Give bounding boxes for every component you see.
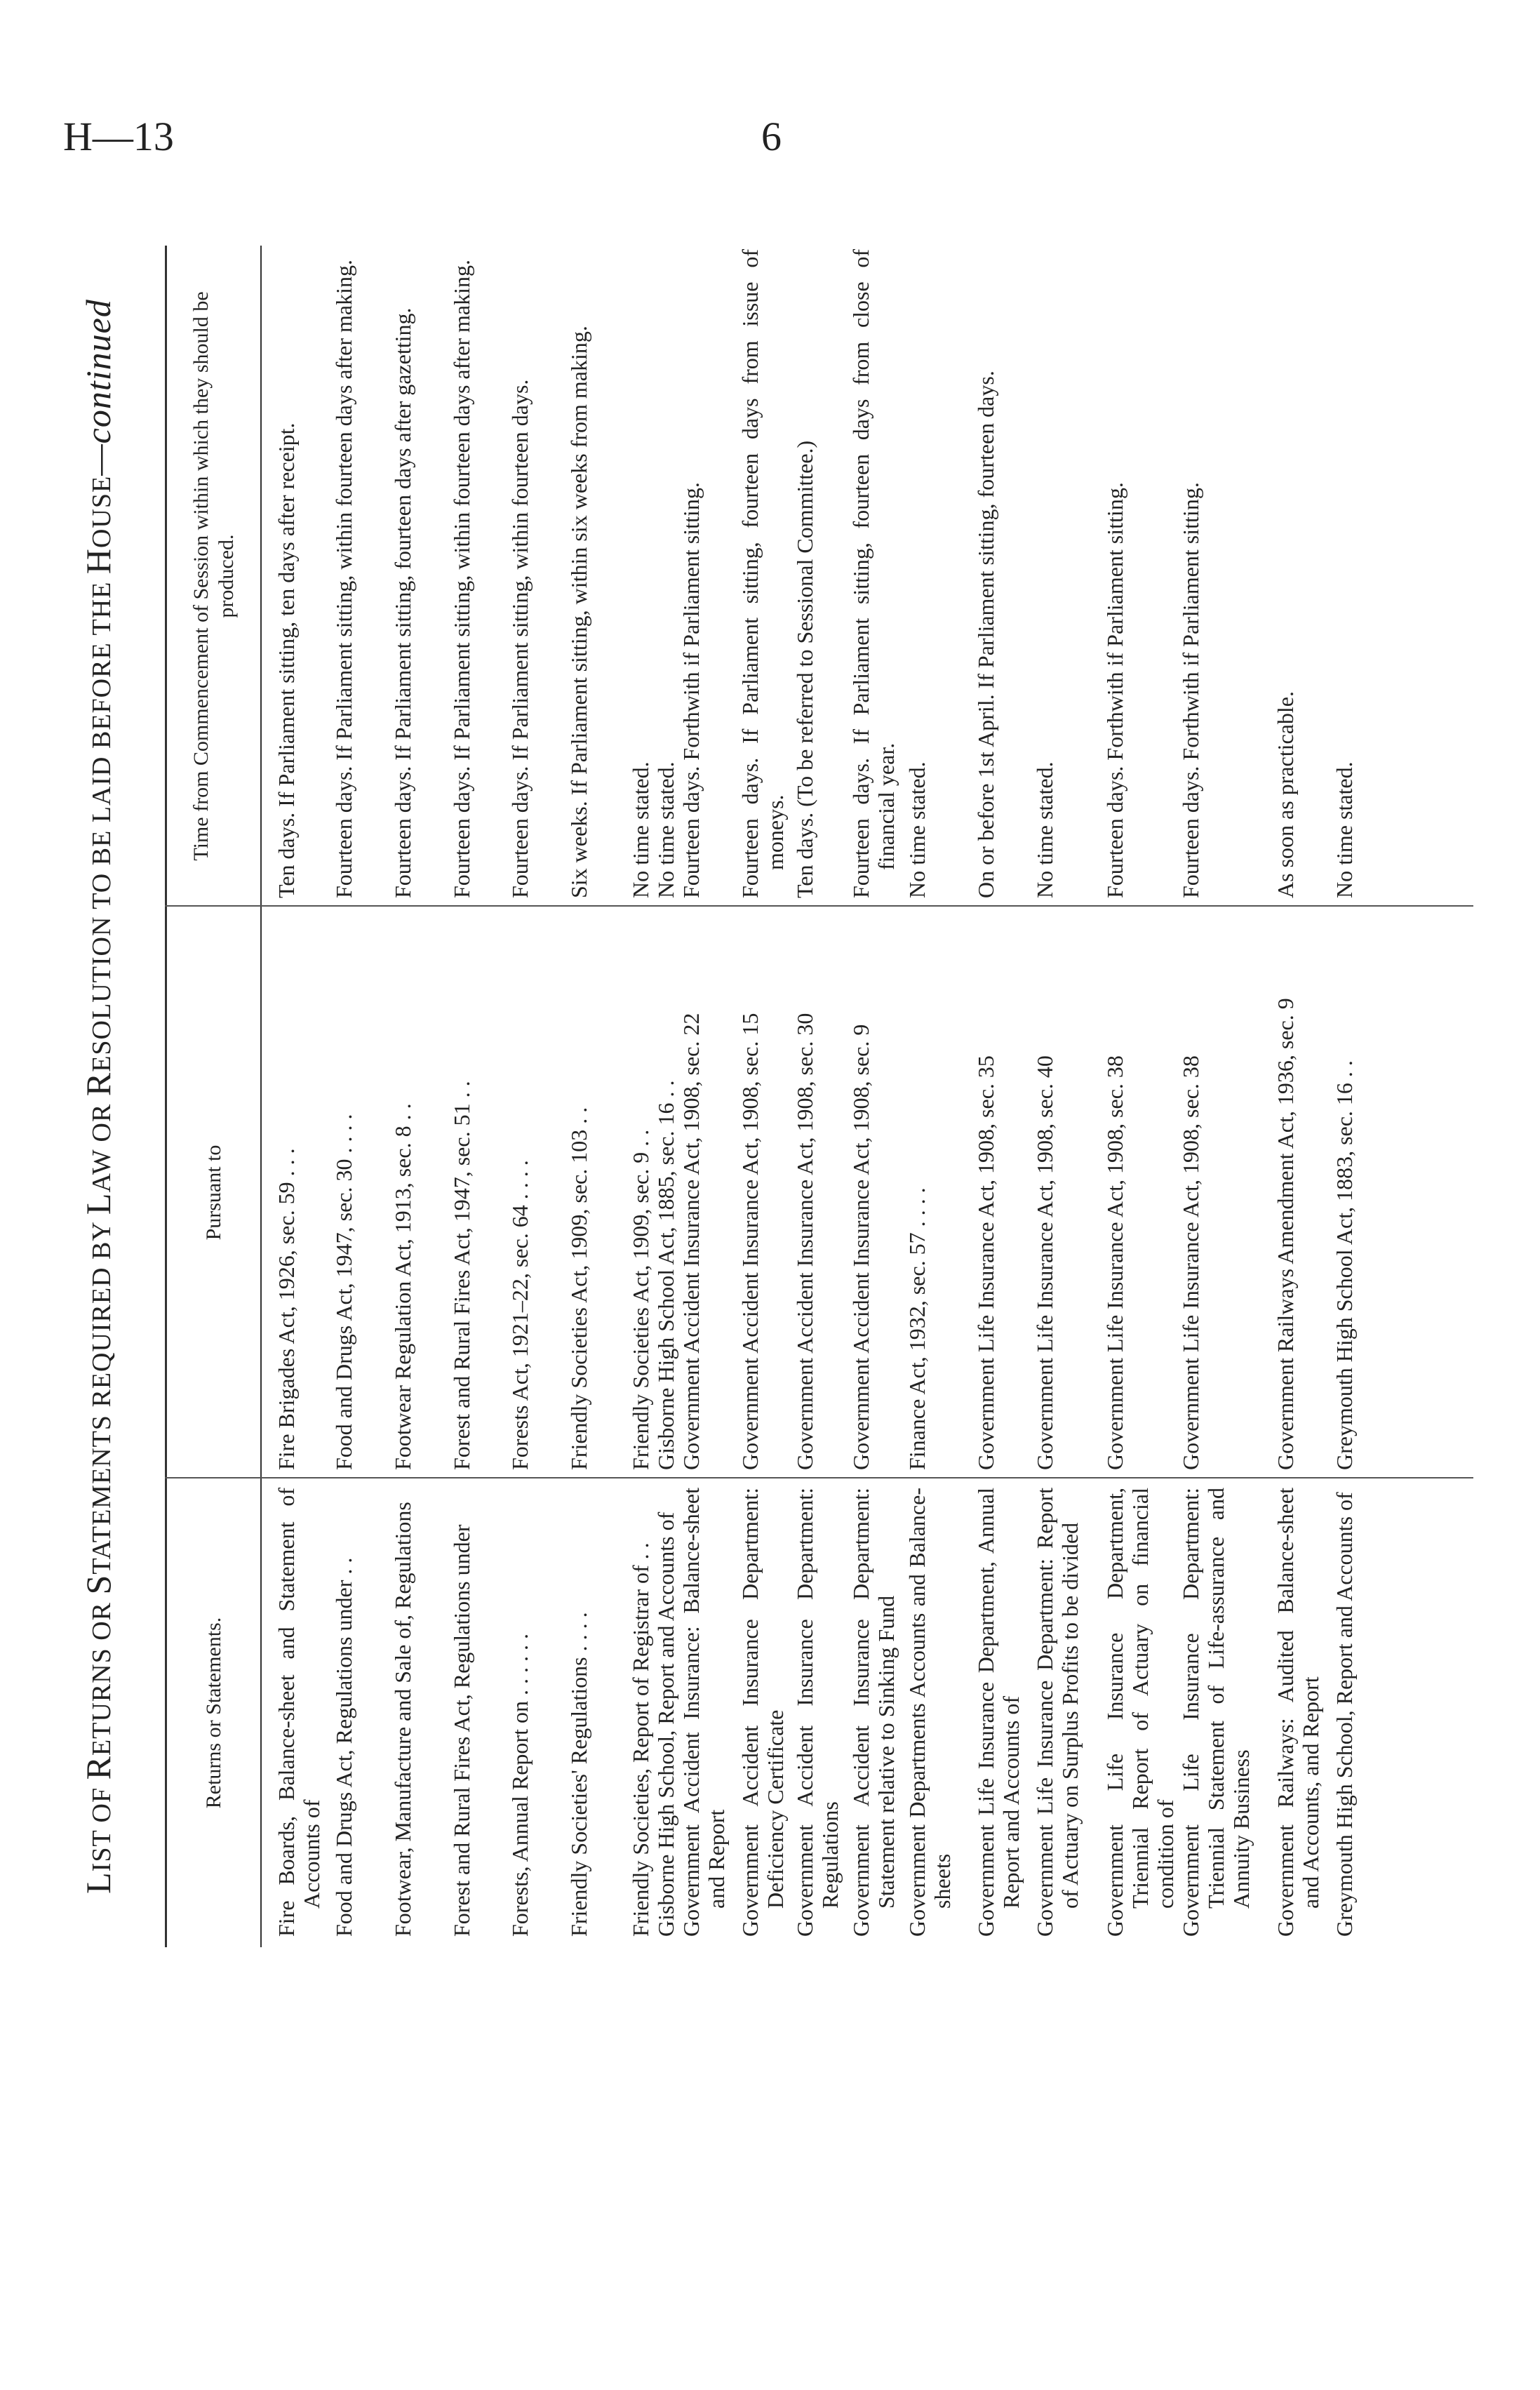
page-header <box>63 105 1477 168</box>
returns-cell: Fire Boards, Balance-sheet and Statement of Accounts of <box>274 1488 324 1937</box>
returns-cell: Greymouth High School, Report and Accounts of <box>1332 1492 1357 1937</box>
pursuant-cell: Forests Act, 1921–22, sec. 64 . . . . <box>507 1160 533 1470</box>
pursuant-cell: Government Accident Insurance Act, 1908, sec. 15 <box>737 1013 763 1470</box>
pursuant-cell: Government Life Insurance Act, 1908, sec. 38 <box>1102 1055 1127 1470</box>
pursuant-cell: Footwear Regulation Act, 1913, sec. 8 . . <box>390 1103 415 1470</box>
continued-label: —continued <box>79 299 118 476</box>
returns-cell: Government Railways: Audited Balance-sheet and Accounts, and Report <box>1273 1488 1323 1937</box>
time-cell: Fourteen days. If Parliament sitting, within fourteen days after making. <box>449 260 474 898</box>
time-cell: Fourteen days. If Parliament sitting, within fourteen days after making. <box>331 260 356 898</box>
time-cell: No time stated. <box>1332 761 1357 898</box>
time-cell: As soon as practicable. <box>1273 690 1298 898</box>
time-cell: Fourteen days. Forthwith if Parliament sitting. <box>1178 482 1203 898</box>
returns-cell: Government Life Insurance Department, Triennial Report of Actuary on financial condition of <box>1102 1488 1178 1937</box>
time-cell: Fourteen days. If Parliament sitting, fourteen days after gazetting. <box>390 307 415 898</box>
table-row <box>737 246 792 1947</box>
pursuant-cell: Government Life Insurance Act, 1908, sec. 38 <box>1178 1055 1203 1470</box>
time-cell: Ten days. If Parliament sitting, ten days after receipt. <box>274 422 299 898</box>
table-row <box>678 246 737 1947</box>
table-row <box>628 246 653 1947</box>
pursuant-cell: Friendly Societies Act, 1909, sec. 9 . . <box>628 1129 653 1470</box>
time-cell: Fourteen days. If Parliament sitting, fourteen days from issue of moneys. <box>737 249 788 898</box>
returns-cell: Forests, Annual Report on . . . . . . <box>507 1634 533 1937</box>
pursuant-cell: Friendly Societies Act, 1909, sec. 103 . . <box>566 1107 591 1470</box>
pursuant-cell: Finance Act, 1932, sec. 57 . . . . <box>904 1187 930 1470</box>
table-body <box>274 246 1357 1947</box>
time-cell: No time stated. <box>628 761 653 898</box>
table-row <box>1102 246 1178 1947</box>
column-header-time: Time from Commencement of Session within which they should be produced. <box>189 291 238 861</box>
table-row <box>848 246 904 1947</box>
column-header-returns: Returns or Statements. <box>202 1617 225 1809</box>
returns-cell: Friendly Societies' Regulations . . . . <box>566 1612 591 1937</box>
returns-cell: Government Accident Insurance Department: Deficiency Certificate <box>737 1488 788 1937</box>
returns-cell: Government Life Insurance Department: Report of Actuary on Surplus Profits to be divided <box>1032 1488 1083 1937</box>
table-row <box>973 246 1032 1947</box>
pursuant-cell: Government Accident Insurance Act, 1908, sec. 30 <box>792 1013 817 1470</box>
returns-cell: Government Accident Insurance Department: Regulations <box>792 1488 843 1937</box>
table-row <box>566 246 628 1947</box>
pursuant-cell: Government Life Insurance Act, 1908, sec. 35 <box>973 1055 998 1470</box>
table-row <box>390 246 449 1947</box>
pursuant-cell: Government Accident Insurance Act, 1908, sec. 22 <box>678 1013 704 1470</box>
time-cell: No time stated. <box>904 761 930 898</box>
table-row <box>1032 246 1102 1947</box>
table-row <box>507 246 566 1947</box>
page-number: 6 <box>761 114 782 159</box>
returns-cell: Government Life Insurance Department: Triennial Statement of Life-assurance and Annuity Business <box>1178 1488 1254 1937</box>
time-cell: Fourteen days. If Parliament sitting, fourteen days from close of financial year. <box>848 249 899 898</box>
table-title: LIST OF RETURNS OR STATEMENTS REQUIRED BY LAW OR RESOLUTION TO BE LAID BEFORE THE HOUSE—continued <box>79 299 118 1894</box>
table-row <box>904 246 973 1947</box>
table-row <box>1178 246 1273 1947</box>
time-cell: Ten days. (To be referred to Sessional Committee.) <box>792 440 817 898</box>
time-cell: No time stated. <box>653 761 678 898</box>
pursuant-cell: Government Accident Insurance Act, 1908, sec. 9 <box>848 1024 873 1470</box>
returns-cell: Government Accident Insurance: Balance-sheet and Report <box>678 1488 729 1937</box>
rotated-table-region <box>67 246 1477 1947</box>
time-cell: Fourteen days. Forthwith if Parliament sitting. <box>678 482 704 898</box>
pursuant-cell: Forest and Rural Fires Act, 1947, sec. 51 . . <box>449 1081 474 1470</box>
pursuant-cell: Government Railways Amendment Act, 1936, sec. 9 <box>1273 998 1298 1470</box>
returns-cell: Friendly Societies, Report of Registrar of . . <box>628 1542 653 1937</box>
table-row <box>792 246 848 1947</box>
time-cell: Six weeks. If Parliament sitting, within six weeks from making. <box>566 326 591 898</box>
returns-cell: Forest and Rural Fires Act, Regulations under <box>449 1524 474 1937</box>
returns-cell: Government Accident Insurance Department: Statement relative to Sinking Fund <box>848 1488 899 1937</box>
pursuant-cell: Fire Brigades Act, 1926, sec. 59 . . . <box>274 1148 299 1470</box>
returns-cell: Government Life Insurance Department, Annual Report and Accounts of <box>973 1488 1024 1937</box>
returns-cell: Footwear, Manufacture and Sale of, Regulations <box>390 1502 415 1937</box>
time-cell: No time stated. <box>1032 761 1057 898</box>
time-cell: Fourteen days. Forthwith if Parliament sitting. <box>1102 482 1127 898</box>
pursuant-cell: Food and Drugs Act, 1947, sec. 30 . . . . <box>331 1114 356 1470</box>
time-cell: On or before 1st April. If Parliament sitting, fourteen days. <box>973 370 998 898</box>
pursuant-cell: Gisborne High School Act, 1885, sec. 16 . . <box>653 1080 678 1470</box>
table-row <box>1273 246 1332 1947</box>
pursuant-cell: Government Life Insurance Act, 1908, sec. 40 <box>1032 1055 1057 1470</box>
table-row <box>274 246 331 1947</box>
returns-cell: Gisborne High School, Report and Accounts of <box>653 1511 678 1937</box>
time-cell: Fourteen days. If Parliament sitting, within fourteen days. <box>507 379 533 898</box>
table-row <box>1332 246 1357 1947</box>
table-row <box>449 246 507 1947</box>
pursuant-cell: Greymouth High School Act, 1883, sec. 16 . . <box>1332 1060 1357 1470</box>
table-top-rule <box>165 246 167 1947</box>
table-header-rule <box>260 246 262 1947</box>
page-identifier: H—13 <box>63 114 174 159</box>
table-row <box>653 246 678 1947</box>
returns-cell: Food and Drugs Act, Regulations under . . <box>331 1557 356 1937</box>
table-row <box>331 246 390 1947</box>
returns-cell: Government Departments Accounts and Balance-sheets <box>904 1488 955 1937</box>
column-header-pursuant: Pursuant to <box>202 1144 225 1241</box>
